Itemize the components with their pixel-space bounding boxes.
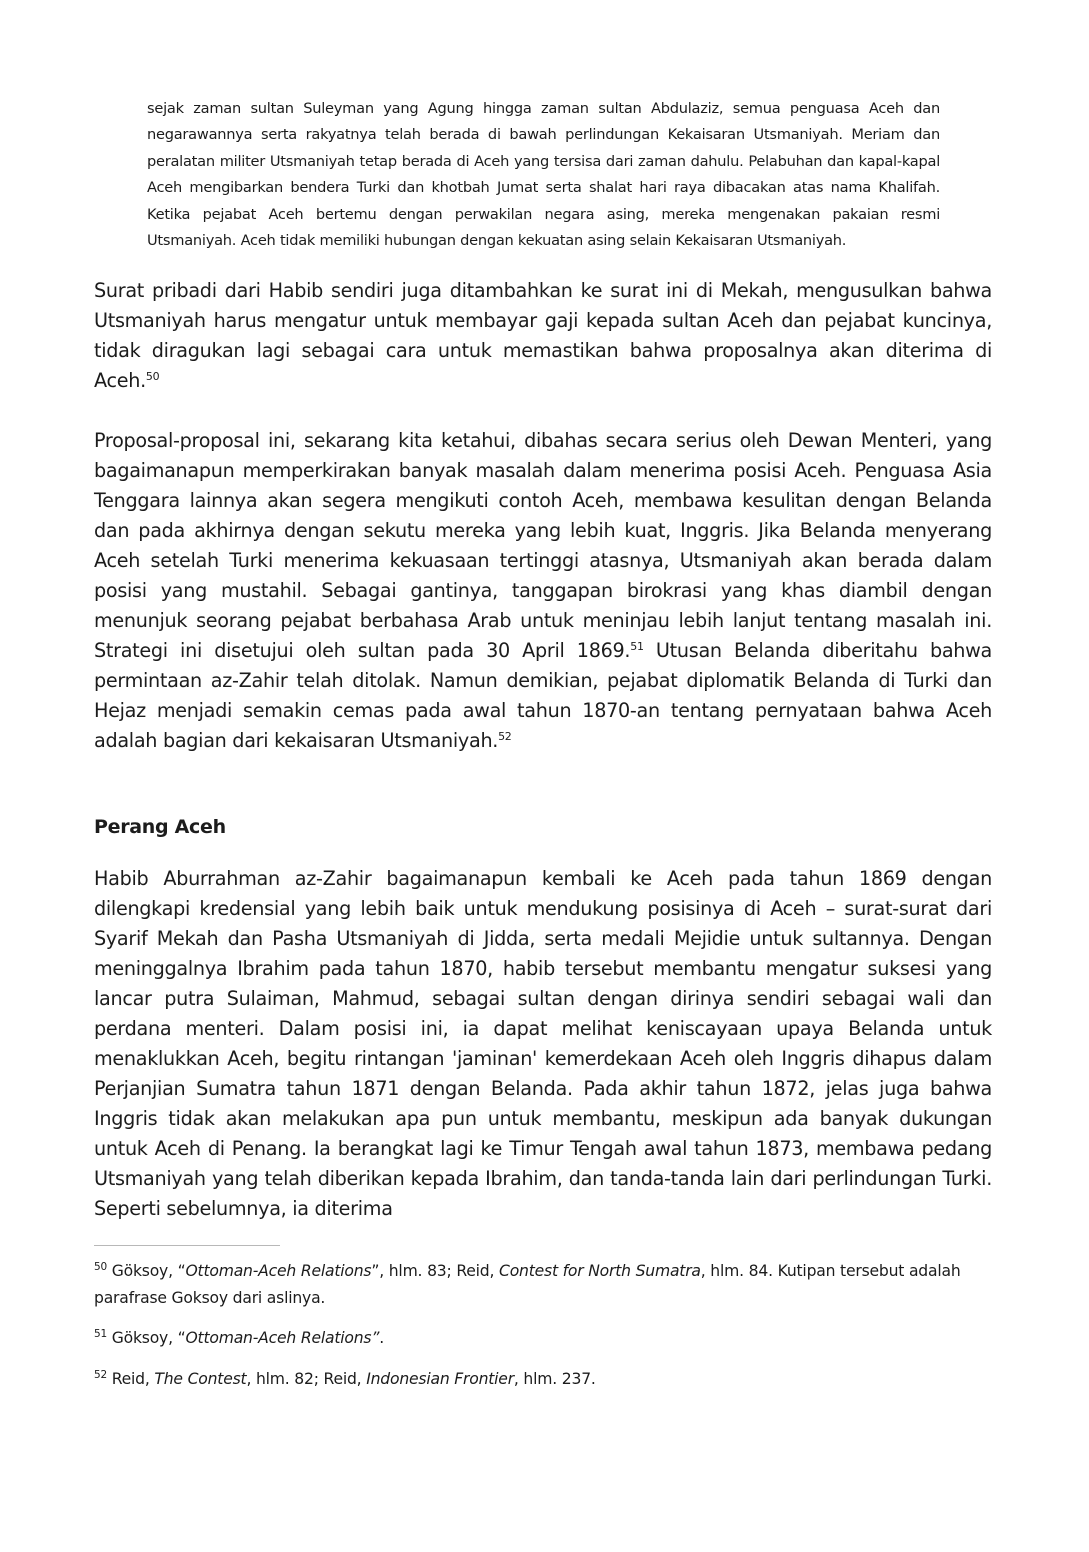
footnote-50-text-b: ”, hlm. 83; Reid, [371, 1262, 499, 1281]
section-heading: Perang Aceh [94, 816, 226, 839]
block-quote: sejak zaman sultan Suleyman yang Agung hingga zaman sultan Abdulaziz, semua penguasa Aceh dan negarawannya serta rakyatnya telah berada di bawah perlindungan Kekaisaran Utsmaniyah. Meriam dan peralatan militer Utsmaniyah tetap berada di Aceh yang tersisa dari zaman dahulu. Pelabuhan dan kapal-kapal Aceh mengibarkan bendera Turki dan khotbah Jumat serta shalat hari raya dibacakan atas nama Khalifah. Ketika pejabat Aceh bertemu dengan perwakilan negara asing, mereka mengenakan pakaian resmi Utsmaniyah. Aceh tidak memiliki hubungan dengan kekuatan asing selain Kekaisaran Utsmaniyah. [147, 100, 940, 250]
footnote-50-text-a: Göksoy, “ [106, 1262, 186, 1281]
footnote-52-text-c: , hlm. 237. [513, 1369, 596, 1388]
footnote-52-text-a: Reid, [106, 1369, 155, 1388]
footnote-52-number: 52 [94, 1368, 107, 1381]
footnote-ref-51[interactable]: 51 [630, 640, 644, 654]
footnote-50-title-b: Contest for North Sumatra [499, 1262, 701, 1281]
footnote-ref-52[interactable]: 52 [498, 730, 512, 744]
footnote-ref-50[interactable]: 50 [145, 370, 160, 384]
paragraph-2 [94, 426, 992, 756]
footnote-51 [94, 1325, 992, 1352]
footnote-50 [94, 1258, 992, 1311]
footnote-50-text-c: , hlm. 84. Kutipan tersebut adalah parafrase Goksoy dari aslinya. [94, 1262, 961, 1307]
footnote-52-title-b: Indonesian Frontier [366, 1369, 514, 1388]
footnote-50-number: 50 [94, 1261, 107, 1274]
paragraph-1 [94, 276, 992, 396]
footnote-52-text-b: , hlm. 82; Reid, [246, 1369, 367, 1388]
footnote-51-title-a: Ottoman-Aceh Relations” [185, 1329, 380, 1348]
paragraph-3: Habib Aburrahman az-Zahir bagaimanapun kembali ke Aceh pada tahun 1869 dengan dilengkapi kredensial yang lebih baik untuk mendukung posisinya di Aceh – surat-surat dari Syarif Mekah dan Pasha Utsmaniyah di Jidda, serta medali Mejidie untuk sultannya. Dengan meninggalnya Ibrahim pada tahun 1870, habib tersebut membantu mengatur suksesi yang lancar putra Sulaiman, Mahmud, sebagai sultan dengan dirinya sendiri sebagai wali dan perdana menteri. Dalam posisi ini, ia dapat melihat keniscayaan upaya Belanda untuk menaklukkan Aceh, begitu rintangan 'jaminan' kemerdekaan Aceh oleh Inggris dihapus dalam Perjanjian Sumatra tahun 1871 dengan Belanda. Pada akhir tahun 1872, jelas juga bahwa Inggris tidak akan melakukan apa pun untuk membantu, meskipun ada banyak dukungan untuk Aceh di Penang. Ia berangkat lagi ke Timur Tengah awal tahun 1873, membawa pedang Utsmaniyah yang telah diberikan kepada Ibrahim, dan tanda-tanda lain dari perlindungan Turki. Seperti sebelumnya, ia diterima [94, 867, 992, 1221]
paragraph-2-text-b: Utusan Belanda diberitahu bahwa permintaan az-Zahir telah ditolak. Namun demikian, pejabat diplomatik Belanda di Turki dan Hejaz menjadi semakin cemas pada awal tahun 1870-an tentang pernyataan bahwa Aceh adalah bagian dari kekaisaran Utsmaniyah. [94, 639, 993, 753]
footnote-51-text-a: Göksoy, “ [106, 1329, 186, 1348]
footnote-51-text-b: . [379, 1329, 384, 1348]
footnote-52 [94, 1366, 992, 1393]
paragraph-1-text: Surat pribadi dari Habib sendiri juga ditambahkan ke surat ini di Mekah, mengusulkan bahwa Utsmaniyah harus mengatur untuk membayar gaji kepada sultan Aceh dan pejabat kuncinya, tidak diragukan lagi sebagai cara untuk memastikan bahwa proposalnya akan diterima di Aceh. [94, 279, 992, 393]
footnote-51-number: 51 [94, 1328, 107, 1341]
paragraph-2-text-a: Proposal-proposal ini, sekarang kita ketahui, dibahas secara serius oleh Dewan Menteri, yang bagaimanapun memperkirakan banyak masalah dalam menerima posisi Aceh. Penguasa Asia Tenggara lainnya akan segera mengikuti contoh Aceh, membawa kesulitan dengan Belanda dan pada akhirnya dengan sekutu mereka yang lebih kuat, Inggris. Jika Belanda menyerang Aceh setelah Turki menerima kekuasaan tertinggi atasnya, Utsmaniyah akan berada dalam posisi yang mustahil. Sebagai gantinya, tanggapan birokrasi yang khas diambil dengan menunjuk seorang pejabat berbahasa Arab untuk meninjau lebih lanjut tentang masalah ini. Strategi ini disetujui oleh sultan pada 30 April 1869. [94, 429, 992, 663]
document-page [94, 96, 992, 1392]
footnote-divider [94, 1245, 280, 1246]
footnote-52-title-a: The Contest [154, 1369, 247, 1388]
footnote-50-title-a: Ottoman-Aceh Relations [185, 1262, 372, 1281]
